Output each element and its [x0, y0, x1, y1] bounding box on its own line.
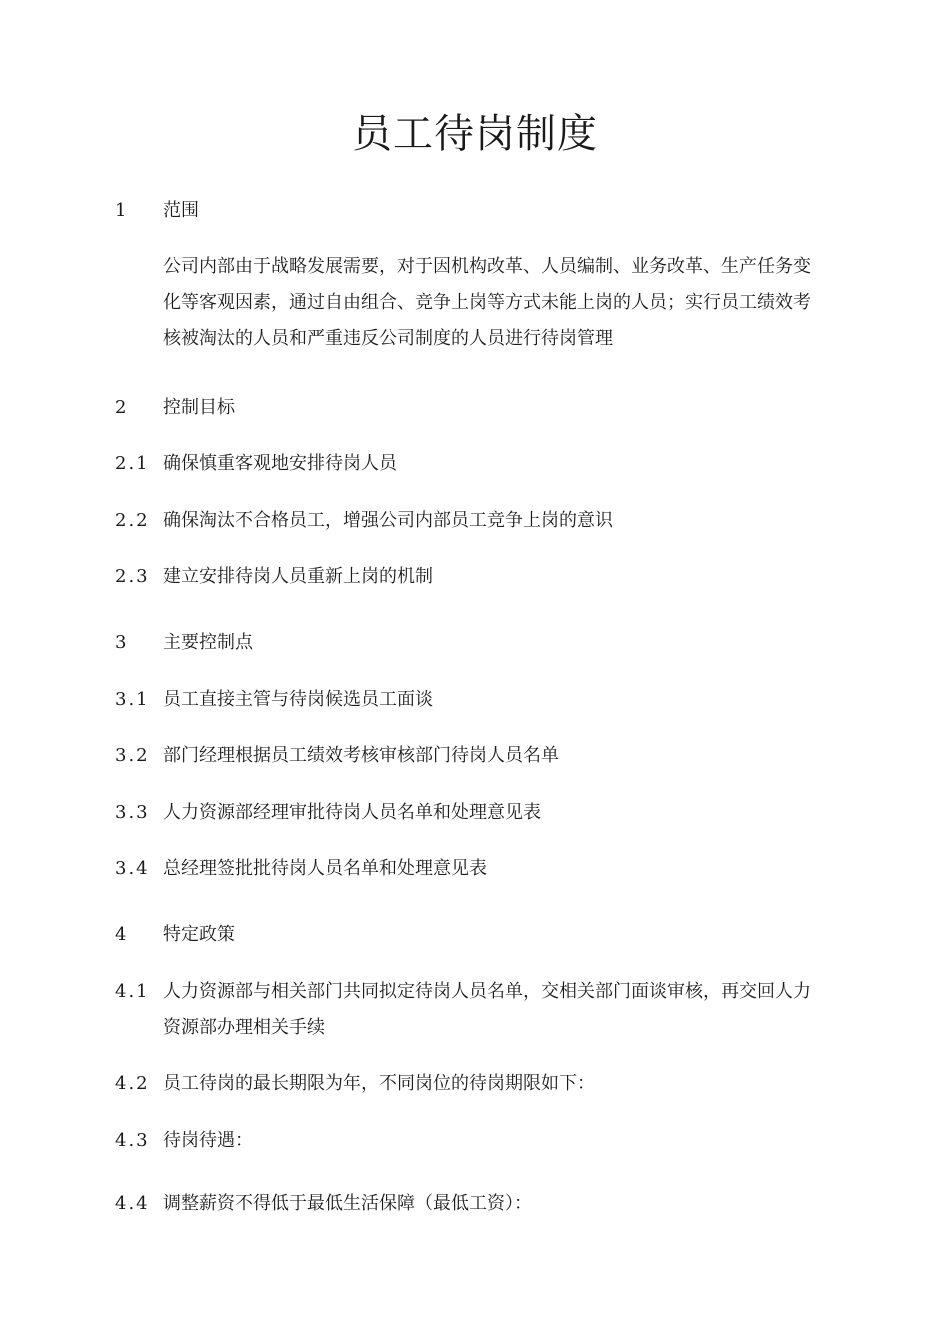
- item-text: 建立安排待岗人员重新上岗的机制: [163, 566, 433, 587]
- item-number: 3.3: [115, 802, 150, 823]
- section-title: 范围: [163, 200, 199, 221]
- page-title: 员工待岗制度: [352, 111, 598, 157]
- section-number: 2: [115, 397, 129, 418]
- item-text: 人力资源部经理审批待岗人员名单和处理意见表: [163, 802, 541, 823]
- section-number: 1: [115, 200, 129, 221]
- item-text: 确保淘汰不合格员工，增强公司内部员工竞争上岗的意识: [163, 510, 613, 531]
- section-title: 主要控制点: [163, 632, 253, 653]
- item-number: 2.1: [115, 453, 150, 474]
- item-text: 员工待岗的最长期限为年，不同岗位的待岗期限如下：: [163, 1073, 595, 1094]
- item-text: 人力资源部与相关部门共同拟定待岗人员名单，交相关部门面谈审核，再交回人力: [163, 981, 811, 1002]
- item-number: 2.3: [115, 566, 150, 587]
- item-text: 总经理签批批待岗人员名单和处理意见表: [163, 858, 487, 879]
- item-number: 4.1: [115, 981, 150, 1002]
- item-text: 员工直接主管与待岗候选员工面谈: [163, 689, 433, 710]
- section-number: 3: [115, 632, 129, 653]
- paragraph-line: 化等客观因素，通过自由组合、竞争上岗等方式未能上岗的人员；实行员工绩效考: [163, 292, 811, 313]
- item-number: 2.2: [115, 510, 150, 531]
- item-number: 4.4: [115, 1193, 150, 1214]
- item-text: 确保慎重客观地安排待岗人员: [163, 453, 397, 474]
- item-text-continued: 资源部办理相关手续: [163, 1017, 325, 1038]
- item-number: 3.2: [115, 745, 150, 766]
- section-1-paragraph: [163, 249, 863, 357]
- section-number: 4: [115, 924, 129, 945]
- paragraph-line: 核被淘汰的人员和严重违反公司制度的人员进行待岗管理: [163, 328, 613, 349]
- paragraph-line: 公司内部由于战略发展需要，对于因机构改革、人员编制、业务改革、生产任务变: [163, 256, 811, 277]
- section-title: 控制目标: [163, 397, 235, 418]
- section-title: 特定政策: [163, 924, 235, 945]
- item-text: 部门经理根据员工绩效考核审核部门待岗人员名单: [163, 745, 559, 766]
- item-text: 调整薪资不得低于最低生活保障（最低工资）：: [163, 1193, 532, 1214]
- item-text: 待岗待遇：: [163, 1130, 253, 1151]
- item-number: 3.4: [115, 858, 150, 879]
- item-number: 3.1: [115, 689, 150, 710]
- item-number: 4.2: [115, 1073, 150, 1094]
- item-number: 4.3: [115, 1130, 150, 1151]
